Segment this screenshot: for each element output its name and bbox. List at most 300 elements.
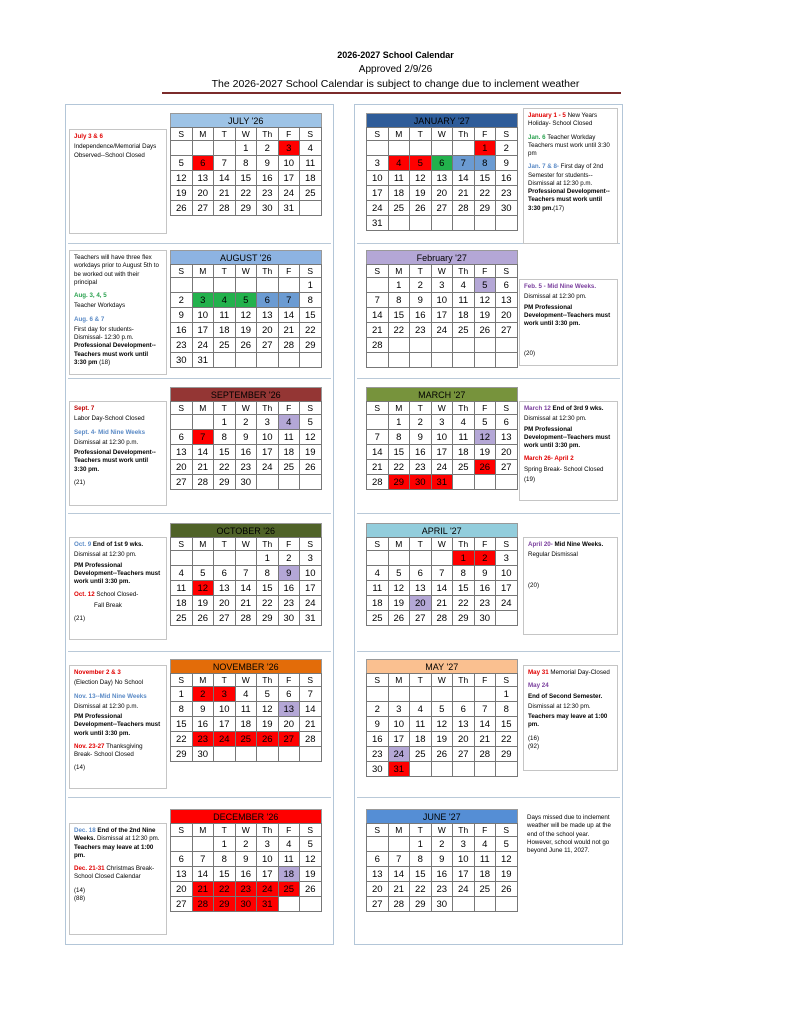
- weekday-label: Th: [257, 538, 279, 551]
- day-cell: 2: [257, 141, 279, 156]
- day-cell: 29: [410, 897, 432, 912]
- day-cell: 25: [388, 201, 410, 216]
- empty-day-cell: [235, 551, 257, 566]
- empty-day-cell: [278, 278, 300, 293]
- week-row: [367, 882, 518, 897]
- day-cell: 22: [171, 732, 193, 747]
- day-cell: 7: [367, 430, 389, 445]
- week-row: [171, 338, 322, 353]
- day-cell: 13: [410, 581, 432, 596]
- weekday-label: M: [388, 128, 410, 141]
- row-divider: [357, 513, 620, 514]
- row-divider: [357, 797, 620, 798]
- note-date: Feb. 5 - Mid Nine Weeks.: [524, 283, 597, 290]
- weekday-label: S: [496, 824, 518, 837]
- note-count: (92): [528, 742, 540, 750]
- day-cell: 29: [214, 897, 236, 912]
- day-cell: 20: [453, 732, 475, 747]
- day-cell: 17: [214, 717, 236, 732]
- day-cell: 23: [496, 186, 518, 201]
- weekday-label: S: [367, 265, 389, 278]
- day-cell: 8: [410, 852, 432, 867]
- week-row: [367, 837, 518, 852]
- day-cell: 14: [300, 702, 322, 717]
- day-cell: 5: [300, 837, 322, 852]
- day-cell: 12: [300, 852, 322, 867]
- note-text: First day of 2nd Semester for students--Dismissal at 12:30 p.m.: [528, 163, 604, 187]
- day-cell: 11: [453, 293, 475, 308]
- empty-day-cell: [474, 475, 496, 490]
- day-cell: 17: [453, 867, 475, 882]
- day-cell: 28: [192, 475, 214, 490]
- empty-day-cell: [453, 353, 475, 368]
- day-cell: 27: [257, 338, 279, 353]
- month-july: [170, 113, 322, 216]
- day-cell: 10: [388, 717, 410, 732]
- day-cell: 30: [496, 201, 518, 216]
- day-cell: 30: [278, 611, 300, 626]
- note-text: Christmas Break- School Closed Calendar: [74, 865, 155, 881]
- note-text: Dismissal at 12:30 p.m.: [74, 702, 139, 710]
- day-cell: 1: [453, 551, 475, 566]
- day-cell: 21: [367, 460, 389, 475]
- week-row: [171, 201, 322, 216]
- empty-day-cell: [496, 897, 518, 912]
- day-cell: 17: [257, 867, 279, 882]
- day-cell: 3: [257, 415, 279, 430]
- day-cell: 30: [192, 747, 214, 762]
- note-may: [523, 665, 618, 771]
- weekday-header-row: [367, 824, 518, 837]
- day-cell: 24: [388, 747, 410, 762]
- empty-day-cell: [257, 475, 279, 490]
- day-cell: 5: [235, 293, 257, 308]
- day-cell: 19: [431, 732, 453, 747]
- day-cell: 10: [453, 852, 475, 867]
- month-august: [170, 250, 322, 368]
- note-bold: Professional Development--Teachers must work until 3:30 pm: [74, 342, 156, 366]
- day-cell: 17: [278, 171, 300, 186]
- day-cell: 3: [431, 415, 453, 430]
- note-date: Nov. 23-27: [74, 742, 105, 750]
- day-cell: 23: [278, 596, 300, 611]
- day-cell: 2: [367, 702, 389, 717]
- note-date: May 31: [528, 669, 549, 676]
- day-cell: 9: [192, 702, 214, 717]
- weekday-label: Th: [257, 128, 279, 141]
- day-cell: 30: [257, 201, 279, 216]
- note-date: Aug. 6 & 7: [74, 315, 105, 323]
- calendar-grid: [170, 264, 322, 368]
- note-bold: PM Professional Development--Teachers must work until 3:30 pm.: [74, 561, 161, 585]
- month-title: JULY '26: [170, 113, 322, 127]
- day-cell: 28: [300, 732, 322, 747]
- week-row: [171, 323, 322, 338]
- row-divider: [68, 513, 331, 514]
- day-cell: 8: [257, 566, 279, 581]
- day-cell: 28: [192, 897, 214, 912]
- day-cell: 15: [496, 717, 518, 732]
- empty-day-cell: [192, 141, 214, 156]
- empty-day-cell: [367, 353, 389, 368]
- week-row: [171, 430, 322, 445]
- note-bold: Teachers may leave at 1:00 pm.: [528, 713, 608, 729]
- day-cell: 10: [257, 430, 279, 445]
- day-cell: 7: [453, 156, 475, 171]
- empty-day-cell: [235, 747, 257, 762]
- day-cell: 6: [496, 415, 518, 430]
- day-cell: 24: [496, 596, 518, 611]
- day-cell: 15: [235, 171, 257, 186]
- day-cell: 31: [278, 201, 300, 216]
- weekday-label: S: [171, 265, 193, 278]
- weekday-label: F: [278, 128, 300, 141]
- day-cell: 12: [257, 702, 279, 717]
- empty-day-cell: [410, 216, 432, 231]
- day-cell: 7: [235, 566, 257, 581]
- day-cell: 22: [300, 323, 322, 338]
- weekday-label: Th: [453, 128, 475, 141]
- day-cell: 10: [367, 171, 389, 186]
- day-cell: 22: [235, 186, 257, 201]
- weekday-label: T: [410, 674, 432, 687]
- note-text: Independence/Memorial Days Observed--School Closed: [74, 143, 157, 159]
- day-cell: 15: [474, 171, 496, 186]
- day-cell: 26: [257, 732, 279, 747]
- day-cell: 11: [300, 156, 322, 171]
- day-cell: 5: [192, 566, 214, 581]
- month-title: MAY '27: [366, 659, 518, 673]
- day-cell: 28: [235, 611, 257, 626]
- day-cell: 27: [410, 611, 432, 626]
- note-text: Dismissal at 12:30 pm.: [524, 293, 587, 301]
- day-cell: 14: [367, 445, 389, 460]
- day-cell: 9: [235, 430, 257, 445]
- day-cell: 1: [235, 141, 257, 156]
- note-august: [69, 250, 167, 375]
- week-row: [367, 201, 518, 216]
- day-cell: 13: [257, 308, 279, 323]
- day-cell: 6: [278, 687, 300, 702]
- note-date: Nov. 13--Mid Nine Weeks: [74, 692, 147, 700]
- day-cell: 17: [257, 445, 279, 460]
- empty-day-cell: [300, 201, 322, 216]
- day-cell: 24: [257, 460, 279, 475]
- day-cell: 18: [474, 867, 496, 882]
- week-row: [367, 186, 518, 201]
- day-cell: 6: [431, 156, 453, 171]
- day-cell: 30: [367, 762, 389, 777]
- weekday-label: Th: [257, 402, 279, 415]
- weekday-label: F: [278, 538, 300, 551]
- week-row: [367, 460, 518, 475]
- day-cell: 13: [496, 430, 518, 445]
- day-cell: 12: [431, 717, 453, 732]
- weekday-label: W: [235, 538, 257, 551]
- empty-day-cell: [496, 216, 518, 231]
- day-cell: 17: [496, 581, 518, 596]
- day-cell: 26: [388, 611, 410, 626]
- day-cell: 23: [410, 323, 432, 338]
- day-cell: 18: [300, 171, 322, 186]
- day-cell: 24: [367, 201, 389, 216]
- week-row: [367, 702, 518, 717]
- day-cell: 29: [453, 611, 475, 626]
- day-cell: 14: [431, 581, 453, 596]
- empty-day-cell: [453, 897, 475, 912]
- weekday-label: M: [192, 538, 214, 551]
- day-cell: 15: [410, 867, 432, 882]
- week-row: [367, 171, 518, 186]
- weekday-label: W: [431, 265, 453, 278]
- day-cell: 19: [192, 596, 214, 611]
- day-cell: 6: [367, 852, 389, 867]
- day-cell: 7: [431, 566, 453, 581]
- day-cell: 14: [192, 445, 214, 460]
- day-cell: 4: [453, 278, 475, 293]
- calendar-grid: [366, 127, 518, 231]
- day-cell: 12: [388, 581, 410, 596]
- empty-day-cell: [367, 551, 389, 566]
- month-february: [366, 250, 518, 368]
- empty-day-cell: [235, 278, 257, 293]
- weekday-label: T: [410, 538, 432, 551]
- weekday-label: S: [367, 538, 389, 551]
- day-cell: 28: [453, 201, 475, 216]
- weekday-label: T: [214, 538, 236, 551]
- weekday-label: Th: [257, 824, 279, 837]
- month-september: [170, 387, 322, 490]
- day-cell: 12: [171, 171, 193, 186]
- day-cell: 22: [474, 186, 496, 201]
- day-cell: 21: [367, 323, 389, 338]
- day-cell: 10: [214, 702, 236, 717]
- row-divider: [357, 651, 620, 652]
- day-cell: 7: [192, 852, 214, 867]
- week-row: [171, 687, 322, 702]
- day-cell: 24: [214, 732, 236, 747]
- week-row: [171, 156, 322, 171]
- note-text: Dismissal at 12:30 pm.: [524, 415, 587, 423]
- calendar-grid: [366, 401, 518, 490]
- week-row: [171, 278, 322, 293]
- empty-day-cell: [388, 216, 410, 231]
- day-cell: 11: [367, 581, 389, 596]
- day-cell: 11: [214, 308, 236, 323]
- day-cell: 8: [496, 702, 518, 717]
- day-cell: 7: [192, 430, 214, 445]
- weekday-label: Th: [453, 402, 475, 415]
- week-row: [171, 353, 322, 368]
- note-text: Fall Break: [94, 601, 122, 609]
- weekday-label: T: [410, 402, 432, 415]
- day-cell: 21: [474, 732, 496, 747]
- day-cell: 31: [367, 216, 389, 231]
- day-cell: 29: [300, 338, 322, 353]
- day-cell: 2: [474, 551, 496, 566]
- day-cell: 19: [388, 596, 410, 611]
- weekday-label: T: [214, 674, 236, 687]
- day-cell: 1: [257, 551, 279, 566]
- week-row: [367, 475, 518, 490]
- weekday-label: M: [388, 674, 410, 687]
- day-cell: 16: [171, 323, 193, 338]
- note-bold: Professional Development--Teachers must work until 3:30 pm.: [74, 449, 156, 473]
- week-row: [171, 747, 322, 762]
- day-cell: 30: [410, 475, 432, 490]
- month-january: [366, 113, 518, 231]
- day-cell: 5: [474, 278, 496, 293]
- day-cell: 3: [214, 687, 236, 702]
- week-row: [171, 415, 322, 430]
- week-row: [171, 566, 322, 581]
- week-row: [171, 717, 322, 732]
- week-row: [367, 581, 518, 596]
- empty-day-cell: [235, 353, 257, 368]
- day-cell: 11: [388, 171, 410, 186]
- week-row: [367, 308, 518, 323]
- day-cell: 20: [214, 596, 236, 611]
- day-cell: 10: [257, 852, 279, 867]
- week-row: [367, 278, 518, 293]
- empty-day-cell: [171, 551, 193, 566]
- day-cell: 1: [300, 278, 322, 293]
- day-cell: 30: [171, 353, 193, 368]
- day-cell: 1: [410, 837, 432, 852]
- empty-day-cell: [257, 353, 279, 368]
- day-cell: 31: [388, 762, 410, 777]
- month-title: OCTOBER '26: [170, 523, 322, 537]
- day-cell: 25: [410, 747, 432, 762]
- empty-day-cell: [431, 762, 453, 777]
- day-cell: 15: [171, 717, 193, 732]
- day-cell: 25: [278, 882, 300, 897]
- note-date: Sept. 7: [74, 405, 95, 412]
- week-row: [171, 141, 322, 156]
- weekday-header-row: [171, 265, 322, 278]
- day-cell: 14: [235, 581, 257, 596]
- day-cell: 29: [496, 747, 518, 762]
- empty-day-cell: [388, 687, 410, 702]
- calendar-grid: [170, 401, 322, 490]
- note-text: Regular Dismissal: [528, 551, 578, 559]
- month-title: DECEMBER '26: [170, 809, 322, 823]
- day-cell: 3: [367, 156, 389, 171]
- day-cell: 2: [192, 687, 214, 702]
- day-cell: 8: [235, 156, 257, 171]
- week-row: [367, 747, 518, 762]
- day-cell: 15: [453, 581, 475, 596]
- weekday-header-row: [367, 402, 518, 415]
- day-cell: 2: [410, 415, 432, 430]
- day-cell: 15: [388, 445, 410, 460]
- day-cell: 11: [171, 581, 193, 596]
- day-cell: 6: [171, 852, 193, 867]
- day-cell: 17: [300, 581, 322, 596]
- day-cell: 24: [278, 186, 300, 201]
- day-cell: 13: [453, 717, 475, 732]
- week-row: [367, 216, 518, 231]
- day-cell: 24: [431, 323, 453, 338]
- day-cell: 2: [410, 278, 432, 293]
- day-cell: 15: [214, 445, 236, 460]
- day-cell: 5: [496, 837, 518, 852]
- weekday-label: S: [171, 402, 193, 415]
- note-september: [69, 401, 167, 506]
- day-cell: 23: [235, 460, 257, 475]
- note-bold: Teachers may leave at 1:00 pm.: [74, 843, 154, 859]
- day-cell: 6: [410, 566, 432, 581]
- day-cell: 23: [367, 747, 389, 762]
- day-cell: 23: [474, 596, 496, 611]
- empty-day-cell: [214, 278, 236, 293]
- day-cell: 2: [431, 837, 453, 852]
- day-cell: 20: [278, 717, 300, 732]
- day-cell: 4: [410, 702, 432, 717]
- day-cell: 25: [453, 323, 475, 338]
- day-cell: 3: [431, 278, 453, 293]
- empty-day-cell: [496, 475, 518, 490]
- day-cell: 9: [410, 430, 432, 445]
- day-cell: 20: [496, 308, 518, 323]
- weekday-header-row: [367, 128, 518, 141]
- note-bold: End of the 2nd Nine Weeks.: [74, 827, 156, 843]
- note-date: May 24: [528, 682, 549, 690]
- note-bold: Mid Nine Weeks.: [552, 541, 604, 548]
- empty-day-cell: [453, 141, 475, 156]
- day-cell: 26: [171, 201, 193, 216]
- weekday-label: F: [474, 824, 496, 837]
- note-count: (16): [528, 734, 540, 742]
- day-cell: 21: [388, 882, 410, 897]
- day-cell: 7: [278, 293, 300, 308]
- empty-day-cell: [192, 837, 214, 852]
- weekday-label: T: [410, 128, 432, 141]
- day-cell: 26: [496, 882, 518, 897]
- empty-day-cell: [453, 338, 475, 353]
- weekday-label: S: [171, 824, 193, 837]
- weekday-header-row: [171, 402, 322, 415]
- day-cell: 29: [474, 201, 496, 216]
- empty-day-cell: [474, 897, 496, 912]
- day-cell: 10: [431, 430, 453, 445]
- weekday-header-row: [367, 538, 518, 551]
- day-cell: 7: [300, 687, 322, 702]
- week-row: [367, 323, 518, 338]
- week-row: [171, 596, 322, 611]
- note-april: [523, 537, 618, 635]
- empty-day-cell: [214, 353, 236, 368]
- day-cell: 15: [214, 867, 236, 882]
- weekday-label: F: [474, 265, 496, 278]
- day-cell: 26: [474, 323, 496, 338]
- empty-day-cell: [474, 338, 496, 353]
- day-cell: 22: [410, 882, 432, 897]
- day-cell: 29: [257, 611, 279, 626]
- day-cell: 6: [453, 702, 475, 717]
- note-date: Oct. 12: [74, 591, 95, 599]
- weekday-header-row: [171, 824, 322, 837]
- day-cell: 1: [214, 415, 236, 430]
- week-row: [367, 353, 518, 368]
- weekday-header-row: [171, 674, 322, 687]
- day-cell: 22: [496, 732, 518, 747]
- day-cell: 13: [214, 581, 236, 596]
- weekday-label: T: [214, 265, 236, 278]
- weekday-label: W: [431, 674, 453, 687]
- day-cell: 23: [257, 186, 279, 201]
- day-cell: 24: [453, 882, 475, 897]
